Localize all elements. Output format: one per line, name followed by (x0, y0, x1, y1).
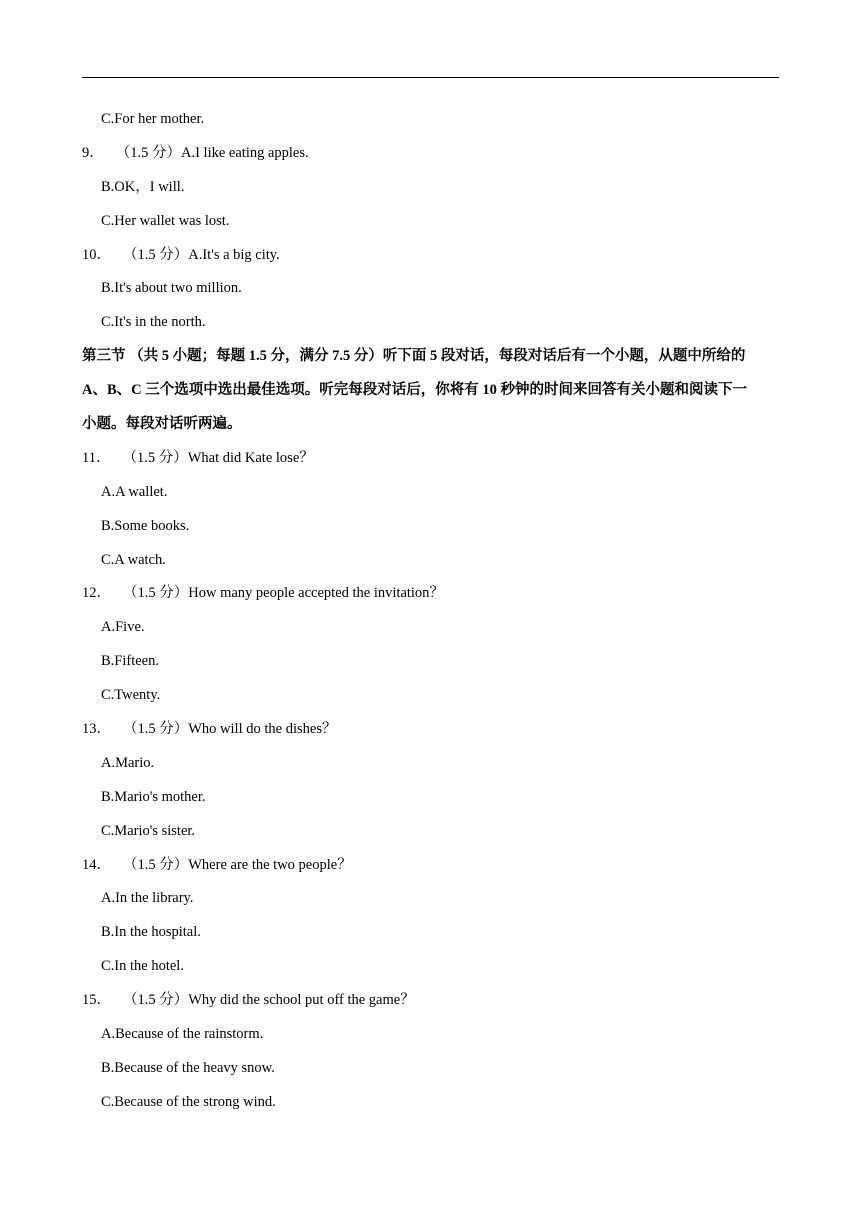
q13-option-c: C.Mario's sister. (101, 822, 196, 839)
question-number: 13． (82, 721, 111, 738)
question-number: 15． (82, 992, 111, 1009)
question-score: （1.5 分） (122, 449, 188, 466)
question-number: 11． (82, 449, 111, 466)
q14-option-c: C.In the hotel. (101, 958, 184, 975)
question-14 (82, 849, 782, 883)
q13-option-a: A.Mario. (101, 754, 155, 771)
section3-instruction-line3: 小题。每段对话听两遍。 (82, 416, 242, 433)
question-number: 12． (82, 585, 111, 602)
question-score: （1.5 分） (123, 585, 189, 602)
q8-option-c: C.For her mother. (101, 111, 205, 127)
q10-option-b: B.It's about two million. (101, 280, 242, 297)
question-score: （1.5 分） (123, 246, 189, 263)
q12-option-c: C.Twenty. (101, 687, 161, 704)
q15-option-a: A.Because of the rainstorm. (101, 1026, 264, 1043)
q10-option-a: A.It's a big city. (188, 246, 280, 263)
question-15 (82, 984, 782, 1018)
question-text: What did Kate lose？ (187, 449, 314, 466)
q15-option-b: B.Because of the heavy snow. (101, 1059, 275, 1076)
question-text: Who will do the dishes？ (188, 721, 337, 738)
question-text: Why did the school put off the game？ (188, 992, 415, 1009)
q14-option-a: A.In the library. (101, 890, 194, 907)
question-number: 9． (82, 144, 104, 161)
q9-option-b: B.OK，I will. (101, 178, 185, 195)
question-13 (82, 713, 782, 747)
question-number: 14． (82, 856, 111, 873)
question-text: Where are the two people？ (188, 856, 352, 873)
q11-option-a: A.A wallet. (101, 483, 168, 500)
document-body (82, 103, 782, 1120)
question-score: （1.5 分） (115, 144, 181, 161)
question-score: （1.5 分） (123, 992, 189, 1009)
header-rule (82, 77, 779, 78)
section3-instruction-line1: 第三节 （共 5 小题；每题 1.5 分，满分 7.5 分）听下面 5 段对话，每段对话后有一个小题，从题中所给的 (82, 348, 746, 365)
q12-option-b: B.Fifteen. (101, 653, 159, 670)
question-11 (82, 442, 782, 476)
q9-option-c: C.Her wallet was lost. (101, 212, 230, 229)
q14-option-b: B.In the hospital. (101, 924, 201, 941)
q9-option-a: A.I like eating apples. (181, 144, 309, 161)
q10-option-c: C.It's in the north. (101, 314, 206, 331)
q11-option-b: B.Some books. (101, 517, 190, 534)
question-score: （1.5 分） (123, 856, 189, 873)
q11-option-c: C.A watch. (101, 551, 166, 568)
question-12 (82, 577, 782, 611)
question-10 (82, 239, 782, 273)
question-9 (82, 137, 782, 171)
section3-instruction-line2: A、B、C 三个选项中选出最佳选项。听完每段对话后，你将有 10 秒钟的时间来回答有关小题和阅读下一 (82, 382, 747, 399)
q13-option-b: B.Mario's mother. (101, 788, 206, 805)
question-text: How many people accepted the invitation？ (188, 585, 444, 602)
question-number: 10． (82, 246, 111, 263)
q12-option-a: A.Five. (101, 619, 145, 636)
question-score: （1.5 分） (123, 721, 189, 738)
q15-option-c: C.Because of the strong wind. (101, 1093, 276, 1110)
